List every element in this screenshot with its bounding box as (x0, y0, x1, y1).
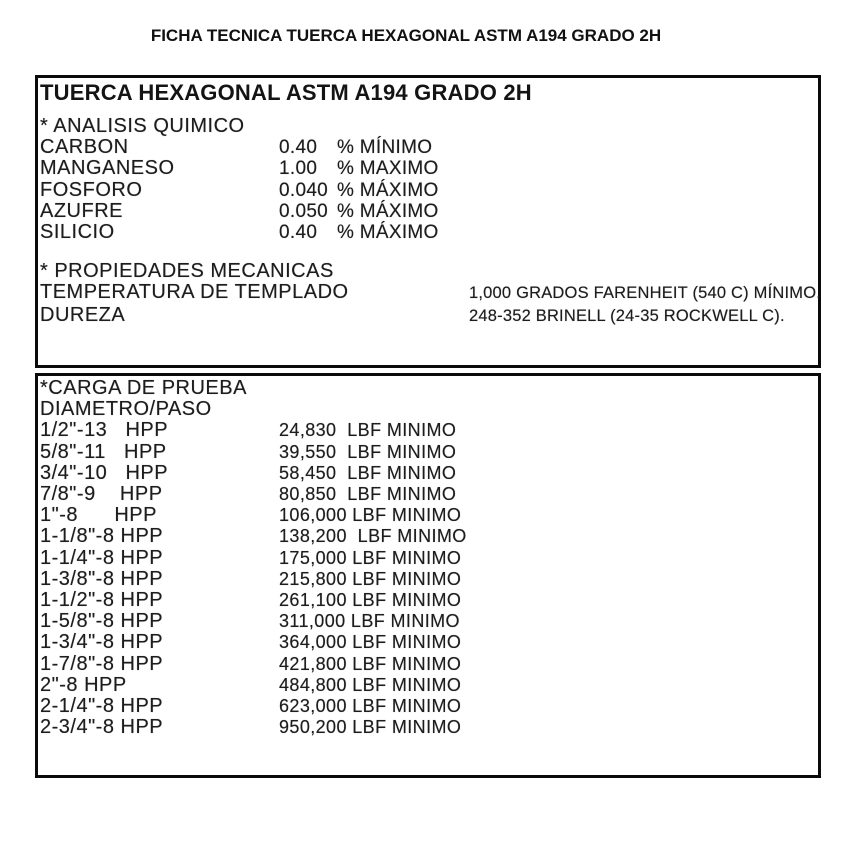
size-label: 1/2"-13 HPP (40, 419, 169, 442)
mechanical-properties-section (40, 260, 822, 327)
diameter-pitch-label: DIAMETRO/PASO (40, 398, 212, 421)
element-name: MANGANESO (40, 157, 175, 180)
proof-load-row (40, 526, 814, 547)
load-value: 24,830 LBF MINIMO (279, 420, 457, 441)
proof-load-box (35, 373, 821, 778)
proof-load-row (40, 611, 814, 632)
proof-load-row (40, 696, 814, 717)
chemical-row (40, 137, 814, 158)
size-label: 3/4"-10 HPP (40, 461, 169, 484)
proof-load-label: *CARGA DE PRUEBA (40, 377, 247, 399)
proof-load-row (40, 590, 814, 611)
size-label: 1-1/4"-8 HPP (40, 546, 164, 569)
proof-load-row (40, 717, 814, 738)
load-value: 39,550 LBF MINIMO (279, 441, 457, 462)
size-label: 1-1/8"-8 HPP (40, 525, 164, 548)
proof-load-row (40, 569, 814, 590)
element-limit: % MÍNIMO (337, 137, 433, 159)
size-label: 2-1/4"-8 HPP (40, 695, 164, 718)
element-limit: % MAXIMO (337, 158, 439, 180)
proof-load-row (40, 463, 814, 484)
element-name: AZUFRE (40, 199, 123, 222)
load-value: 311,000 LBF MINIMO (279, 611, 460, 632)
chemical-row (40, 222, 814, 243)
load-value: 950,200 LBF MINIMO (279, 717, 462, 738)
element-value: 0.40 (279, 137, 318, 159)
proof-load-row (40, 505, 814, 526)
size-label: 7/8"-9 HPP (40, 483, 163, 506)
size-label: 1-1/2"-8 HPP (40, 589, 164, 612)
chemical-row (40, 158, 814, 179)
document-title: FICHA TECNICA TUERCA HEXAGONAL ASTM A194 GRADO 2H (150, 26, 662, 45)
size-label: 5/8"-11 HPP (40, 440, 167, 463)
spec-box (35, 75, 821, 368)
element-name: SILICIO (40, 221, 115, 244)
load-value: 106,000 LBF MINIMO (279, 505, 462, 526)
proof-load-row (40, 548, 814, 569)
chemical-row (40, 201, 814, 222)
element-limit: % MÁXIMO (337, 200, 439, 222)
proof-load-row (40, 675, 814, 696)
load-value: 58,450 LBF MINIMO (279, 462, 457, 483)
element-value: 0.050 (279, 200, 329, 222)
size-label: 1-3/8"-8 HPP (40, 567, 164, 590)
mechanical-row (40, 305, 814, 327)
element-limit: % MÁXIMO (337, 179, 439, 201)
load-value: 175,000 LBF MINIMO (279, 547, 462, 568)
element-value: 0.040 (279, 179, 329, 201)
proof-load-row (40, 632, 814, 653)
load-value: 138,200 LBF MINIMO (279, 526, 467, 547)
size-label: 1"-8 HPP (40, 504, 157, 527)
chemical-section-label: * ANALISIS QUIMICO (40, 115, 245, 137)
size-label: 1-5/8"-8 HPP (40, 610, 164, 633)
load-value: 421,800 LBF MINIMO (279, 653, 462, 674)
property-name: DUREZA (40, 303, 126, 326)
load-value: 484,800 LBF MINIMO (279, 674, 462, 695)
chemical-row (40, 180, 814, 201)
load-value: 215,800 LBF MINIMO (279, 568, 462, 589)
element-name: CARBON (40, 136, 129, 159)
element-name: FOSFORO (40, 178, 143, 201)
section-spacer (40, 243, 814, 261)
element-value: 1.00 (279, 158, 318, 180)
spec-header: TUERCA HEXAGONAL ASTM A194 GRADO 2H (40, 80, 532, 105)
mechanical-row (40, 281, 822, 304)
proof-load-row (40, 442, 814, 463)
mechanical-section-label: * PROPIEDADES MECANICAS (40, 260, 334, 283)
property-value: 248-352 BRINELL (24-35 ROCKWELL C). (469, 306, 785, 325)
size-label: 1-7/8"-8 HPP (40, 652, 164, 675)
chemical-analysis-section (40, 116, 814, 243)
size-label: 1-3/4"-8 HPP (40, 631, 164, 654)
property-name: TEMPERATURA DE TEMPLADO (40, 281, 349, 304)
proof-load-row (40, 420, 814, 441)
load-value: 80,850 LBF MINIMO (279, 484, 457, 505)
load-value: 364,000 LBF MINIMO (279, 632, 462, 653)
proof-load-row (40, 484, 814, 505)
size-label: 2-3/4"-8 HPP (40, 716, 164, 739)
size-label: 2"-8 HPP (40, 673, 127, 696)
load-value: 623,000 LBF MINIMO (279, 696, 462, 717)
proof-load-row (40, 654, 814, 675)
property-value: 1,000 GRADOS FARENHEIT (540 C) MÍNIMO. (469, 284, 822, 303)
element-value: 0.40 (279, 222, 318, 244)
load-value: 261,100 LBF MINIMO (279, 590, 462, 611)
element-limit: % MÁXIMO (337, 222, 439, 244)
